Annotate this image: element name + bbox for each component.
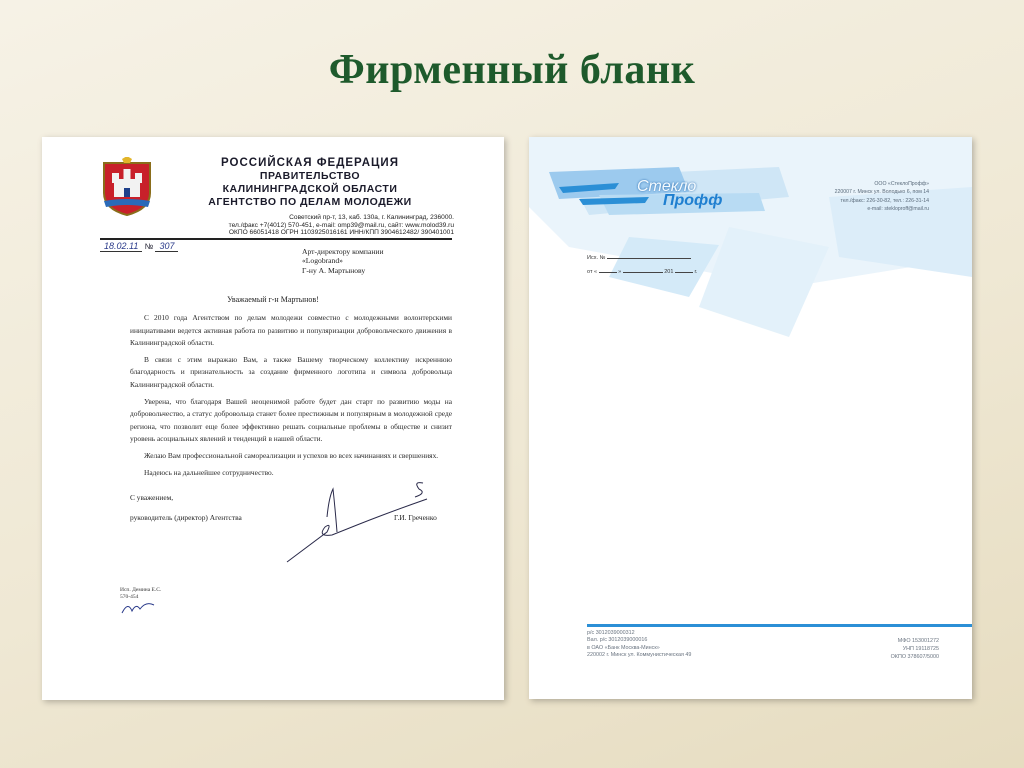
signature-icon: [237, 477, 437, 567]
salutation: Уважаемый г-н Мартынов!: [227, 295, 319, 304]
outgoing-number-label: Исх. №: [587, 255, 606, 261]
header-line: ПРАВИТЕЛЬСТВО: [259, 170, 361, 182]
header-divider: [100, 238, 452, 240]
outgoing-number-line: [607, 258, 691, 259]
number-label: №: [144, 242, 154, 251]
addressee-block: [302, 247, 384, 275]
body-paragraph: В связи с этим выражаю Вам, а также Вашему творческому коллективу искреннюю благодарность и признательность за создание фирменного логотипа и символа добровольца Калининградской области.: [130, 354, 452, 389]
addressee-line: «Logobrand»: [302, 256, 343, 266]
organization-header: [170, 157, 450, 209]
signer-position: руководитель (директор) Агентства: [130, 513, 242, 522]
body-paragraph: Надеюсь на дальнейшее сотрудничество.: [144, 467, 274, 477]
date-prefix: от «: [587, 269, 598, 275]
bank-line: в ОАО «Банк Москва-Минск»: [587, 644, 660, 651]
month-line: [623, 272, 663, 273]
letter-body: [130, 312, 452, 483]
logo-word-2: Профф: [663, 192, 723, 209]
bank-line: р/с 3012039000312: [587, 630, 635, 636]
addressee-line: Арт-директору компании: [302, 247, 384, 256]
header-line: РОССИЙСКАЯ ФЕДЕРАЦИЯ: [221, 157, 399, 169]
body-paragraph: С 2010 года Агентством по делам молодежи совместно с молодежными волонтерскими инициативами ведется активная работа по развитию и популяризации добровольческого движения в Калининградской области.: [130, 313, 452, 348]
day-line: [599, 272, 617, 273]
year-label: 201: [664, 269, 674, 275]
outgoing-fields: [587, 255, 697, 283]
letter-number: 307: [155, 241, 178, 252]
outgoing-date-row: [587, 269, 697, 283]
contacts-block: [82, 214, 454, 237]
signer-name: Г.И. Греченко: [394, 513, 437, 522]
closing: С уважением,: [130, 493, 174, 502]
header-line: КАЛИНИНГРАДСКОЙ ОБЛАСТИ: [222, 183, 398, 195]
company-letterhead: [529, 137, 972, 699]
initials-signature-icon: [120, 597, 160, 617]
date-mid: »: [618, 269, 622, 275]
date-number-line: [100, 241, 178, 251]
logo-word-1: Стекло: [637, 178, 697, 195]
company-line: ООО «СтеклоПрофф»: [874, 181, 929, 187]
contact-line: тел./факс +7(4012) 570-451, e-mail: omp39@mail.ru, сайт: www.molod39.ru: [228, 221, 454, 229]
header-line: АГЕНТСТВО ПО ДЕЛАМ МОЛОДЕЖИ: [208, 196, 412, 208]
letterhead-graphic: [529, 137, 972, 347]
company-line: 220007 г. Минск ул. Володько 6, пом 14: [834, 189, 929, 196]
executor-line: 570-454: [120, 593, 139, 600]
company-line: тел./факс: 226-30-82, тел.: 226-31-14: [840, 197, 929, 204]
year-suffix: г.: [694, 269, 698, 275]
bank-line: 220002 г. Минск ул. Коммунистическая 49: [587, 652, 692, 659]
outgoing-number-row: [587, 255, 697, 269]
body-paragraph: Желаю Вам профессиональной самореализации и успехов во всех начинаниях и свершениях.: [144, 450, 439, 460]
bank-details: [587, 630, 691, 660]
registration-codes: [829, 637, 939, 661]
year-line: [675, 272, 693, 273]
executor-line: Исп. Демина Е.С.: [120, 587, 162, 593]
letter-date: 18.02.11: [100, 241, 142, 252]
contact-line: Советский пр-т, 13, каб. 130а, г. Калининград, 236000.: [289, 214, 454, 221]
bank-line: Вал. р/с 3012039000016: [587, 637, 648, 644]
footer-divider: [587, 624, 972, 627]
code-line: УНП 19118725: [902, 646, 939, 652]
coat-of-arms-icon: [100, 157, 154, 217]
slide-title: Фирменный бланк: [328, 47, 696, 93]
official-letter: [42, 137, 504, 700]
code-line: МФО 153001272: [897, 638, 939, 644]
company-line: e-mail: stekloproff@mail.ru: [867, 206, 929, 213]
company-contacts: [779, 180, 929, 214]
code-line: ОКПО 378607/5000: [890, 654, 939, 660]
contact-line: ОКПО 66051418 ОГРН 1103925016161 ИНН/КПП 3904612482/ 390401001: [228, 229, 454, 237]
body-paragraph: Уверена, что благодаря Вашей неоценимой работе будет дан старт по развитию моды на добровольчество, а статус добровольца станет более престижным и популярным в молодежной среде региона, что позволит еще более эффективно решать социальные проблемы в обществе и снизит уровень асоциальных явлений и тенденций в нашей области.: [130, 396, 452, 444]
addressee-line: Г-ну А. Мартынову: [302, 265, 366, 275]
company-logo: [637, 180, 722, 208]
